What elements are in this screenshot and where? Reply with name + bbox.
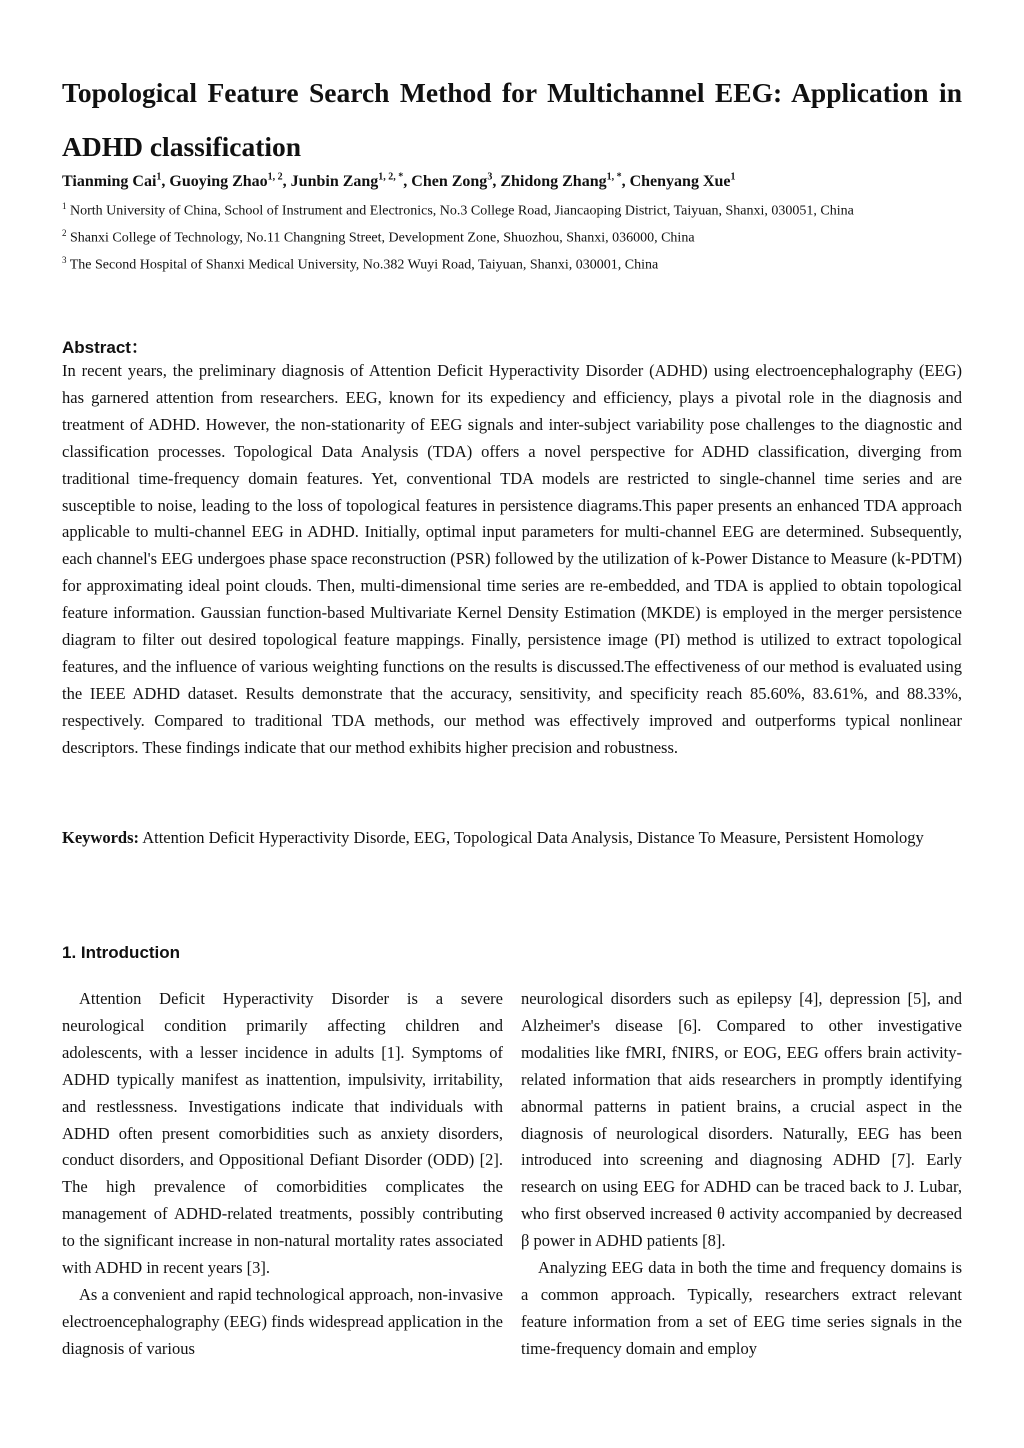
affiliation: $^3$ The Second Hospital of Shanxi Medical University, No.382 Wuyi Road, Taiyuan, Shanxi, 030001, China [62,255,659,273]
author: Chenyang Xue$^1$ [629,172,736,191]
abstract-heading: Abstract： [62,338,148,357]
affiliation: $^1$ North University of China, School of Instrument and Electronics, No.3 College Road, Jiancaoping District, Taiyuan, Shanxi, 030051, China [62,201,854,219]
paragraph: Analyzing EEG data in both the time and frequency domains is a common approach. Typically, researchers extract relevant feature information from a set of EEG time series signals in the time-frequency domain and employ [521,1258,962,1358]
intro-left-column [62,986,503,1363]
paragraph: Attention Deficit Hyperactivity Disorder is a severe neurological condition primarily affecting children and adolescents, with a lesser incidence in adults [1]. Symptoms of ADHD typically manifest as inattention, impulsivity, irritability, and restlessness. Investigations indicate that individuals with ADHD often present comorbidities such as anxiety disorders, conduct disorders, and Oppositional Defiant Disorder (ODD) [2]. The high prevalence of comorbidities complicates the management of ADHD-related treatments, possibly contributing to the significant increase in non-natural mortality rates associated with ADHD in recent years [3]. [62,989,503,1278]
keywords-label: Keywords: [62,828,139,847]
paragraph: As a convenient and rapid technological approach, non-invasive electroencephalography (EEG) finds widespread application in the diagnosis of various [62,1284,503,1358]
intro-right-column [521,986,962,1363]
affiliation: $^2$ Shanxi College of Technology, No.11 Changning Street, Development Zone, Shuozhou, Shanxi, 036000, China [62,228,695,246]
author: Guoying Zhao$^{1, 2}$, [169,172,291,191]
abstract-text: In recent years, the preliminary diagnosis of Attention Deficit Hyperactivity Disorder (ADHD) using electroencephalography (EEG) has garnered attention from researchers. EEG, known for its expediency and efficiency, plays a pivotal role in the diagnosis and treatment of ADHD. However, the non-stationarity of EEG signals and inter-subject variability pose challenges to the diagnostic and classification processes. Topological Data Analysis (TDA) offers a novel perspective for ADHD classification, diverging from traditional time-frequency domain features. Yet, conventional TDA models are restricted to single-channel time series and are susceptible to noise, leading to the loss of topological features in persistence diagrams.This paper presents an enhanced TDA approach applicable to multi-channel EEG in ADHD. Initially, optimal input parameters for multi-channel EEG are determined. Subsequently, each channel's EEG undergoes phase space reconstruction (PSR) followed by the utilization of k-Power Distance to Measure (k-PDTM) for approximating ideal point clouds. Then, multi-dimensional time series are re-embedded, and TDA is applied to obtain topological feature information. Gaussian function-based Multivariate Kernel Density Estimation (MKDE) is employed in the merger persistence diagram to filter out desired topological feature mappings. Finally, persistence image (PI) method is utilized to extract topological features, and the influence of various weighting functions on the results is discussed.The effectiveness of our method is evaluated using the IEEE ADHD dataset. Results demonstrate that the accuracy, sensitivity, and specificity reach 85.60%, 83.61%, and 88.33%, respectively. Compared to traditional TDA methods, our method was effectively improved and outperforms typical nonlinear descriptors. These findings indicate that our method exhibits higher precision and robustness. [62,361,962,757]
author: Junbin Zang$^{1, 2, *}$, [290,172,412,191]
author-list [62,172,962,191]
paragraph: neurological disorders such as epilepsy [4], depression [5], and Alzheimer's disease [6]. Compared to other investigative modalities like fMRI, fNIRS, or EOG, EEG offers brain activity-related information that aids researchers in promptly identifying abnormal patterns in patient brains, a crucial aspect in the diagnosis of neurological disorders. Naturally, EEG has been introduced into screening and diagnosing ADHD [7]. Early research on using EEG for ADHD can be traced back to J. Lubar, who first observed increased θ activity accompanied by decreased β power in ADHD patients [8]. [521,989,962,1251]
author: Chen Zong$^3$, [411,172,501,191]
section-heading: 1. Introduction [62,943,181,962]
author: Zhidong Zhang$^{1, *}$, [500,172,630,191]
keywords-text: Attention Deficit Hyperactivity Disorde, EEG, Topological Data Analysis, Distance To Measure, Persistent Homology [139,828,924,847]
paper-title: Topological Feature Search Method for Multichannel EEG: Application in ADHD classification [62,77,962,162]
author: Tianming Cai$^1$, [62,172,170,191]
keywords [62,824,962,851]
